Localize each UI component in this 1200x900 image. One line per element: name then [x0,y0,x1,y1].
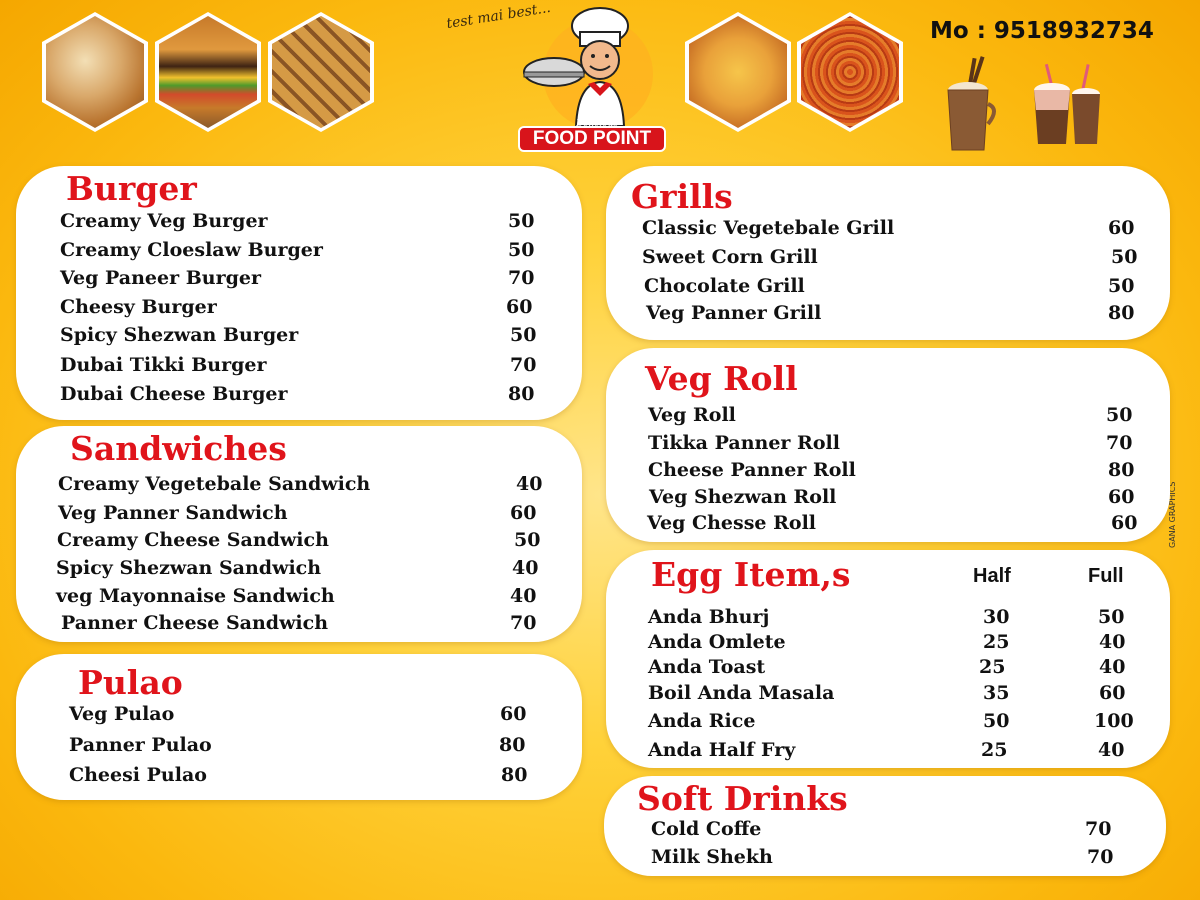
item-price: 50 [508,239,535,261]
half-price: 25 [979,656,1006,678]
full-price: 60 [1099,682,1126,704]
designer-credit: GANA GRAPHICS [1168,481,1177,548]
list-item: Cheesy Burger [60,296,217,318]
list-item: Cheesi Pulao [69,764,207,786]
list-item: Tikka Panner Roll [648,432,840,454]
full-price: 40 [1099,656,1126,678]
full-price: 40 [1099,631,1126,653]
list-item: Anda Toast [648,656,766,678]
list-item: Sweet Corn Grill [642,246,818,268]
list-item: Anda Half Fry [648,739,796,761]
egg-title: Egg Item,s [651,555,851,594]
item-price: 70 [1106,432,1133,454]
list-item: Veg Panner Grill [646,302,822,324]
list-item: Anda Rice [648,710,756,732]
list-item: Panner Cheese Sandwich [61,612,329,634]
list-item: Milk Shekh [651,846,773,868]
list-item: Veg Panner Sandwich [58,502,288,524]
item-price: 50 [510,324,537,346]
list-item: Boil Anda Masala [648,682,835,704]
sandwiches-title: Sandwiches [70,429,287,468]
list-item: Veg Roll [648,404,736,426]
list-item: Veg Pulao [69,703,175,725]
item-price: 40 [512,557,539,579]
item-price: 50 [514,529,541,551]
list-item: veg Mayonnaise Sandwich [56,585,335,607]
item-price: 50 [1108,275,1135,297]
pulao-title: Pulao [78,663,183,702]
list-item: Veg Paneer Burger [60,267,261,289]
item-price: 50 [508,210,535,232]
full-price: 40 [1098,739,1125,761]
full-price: 50 [1098,606,1125,628]
list-item: Creamy Cloeslaw Burger [60,239,323,261]
item-price: 80 [1108,302,1135,324]
softdrinks-title: Soft Drinks [637,779,848,818]
phone-number: Mo : 9518932734 [930,18,1154,44]
item-price: 70 [510,612,537,634]
item-price: 70 [510,354,537,376]
item-price: 70 [1087,846,1114,868]
list-item: Chocolate Grill [644,275,805,297]
grills-title: Grills [631,177,733,216]
list-item: Cold Coffe [651,818,762,840]
item-price: 80 [501,764,528,786]
item-price: 80 [508,383,535,405]
half-column-header: Half [973,565,1011,587]
milkshake-glasses [1028,60,1104,150]
list-item: Spicy Shezwan Sandwich [56,557,322,579]
half-price: 25 [983,631,1010,653]
cold-coffee-glass [940,54,1000,156]
list-item: Veg Chesse Roll [647,512,817,534]
list-item: Creamy Vegetebale Sandwich [58,473,371,495]
list-item: Creamy Cheese Sandwich [57,529,329,551]
list-item: Veg Shezwan Roll [649,486,837,508]
item-price: 70 [1085,818,1112,840]
full-column-header: Full [1088,565,1124,587]
noodles-photo [797,12,903,132]
logo-small-text: Delicious [575,119,619,129]
item-price: 60 [510,502,537,524]
list-item: Classic Vegetebale Grill [642,217,895,239]
item-price: 80 [499,734,526,756]
item-price: 60 [506,296,533,318]
item-price: 50 [1106,404,1133,426]
list-item: Dubai Cheese Burger [60,383,288,405]
item-price: 50 [1111,246,1138,268]
item-price: 40 [516,473,543,495]
vegroll-title: Veg Roll [645,359,798,398]
wrap-photo [42,12,148,132]
burger-photo [155,12,261,132]
list-item: Spicy Shezwan Burger [60,324,299,346]
item-price: 60 [1111,512,1138,534]
item-price: 70 [508,267,535,289]
list-item: Anda Omlete [648,631,786,653]
item-price: 80 [1108,459,1135,481]
half-price: 50 [983,710,1010,732]
cheese-toast-photo [685,12,791,132]
chef-mascot [518,4,666,126]
grilled-sandwich-photo [268,12,374,132]
list-item: Creamy Veg Burger [60,210,268,232]
half-price: 25 [981,739,1008,761]
half-price: 35 [983,682,1010,704]
list-item: Panner Pulao [69,734,212,756]
list-item: Cheese Panner Roll [648,459,856,481]
logo-badge: FOOD POINT [518,126,666,152]
item-price: 60 [500,703,527,725]
item-price: 40 [510,585,537,607]
burger-title: Burger [66,169,197,208]
list-item: Dubai Tikki Burger [60,354,267,376]
tagline: test mai best... [445,0,552,33]
item-price: 60 [1108,217,1135,239]
half-price: 30 [983,606,1010,628]
full-price: 100 [1094,710,1134,732]
list-item: Anda Bhurj [648,606,770,628]
item-price: 60 [1108,486,1135,508]
